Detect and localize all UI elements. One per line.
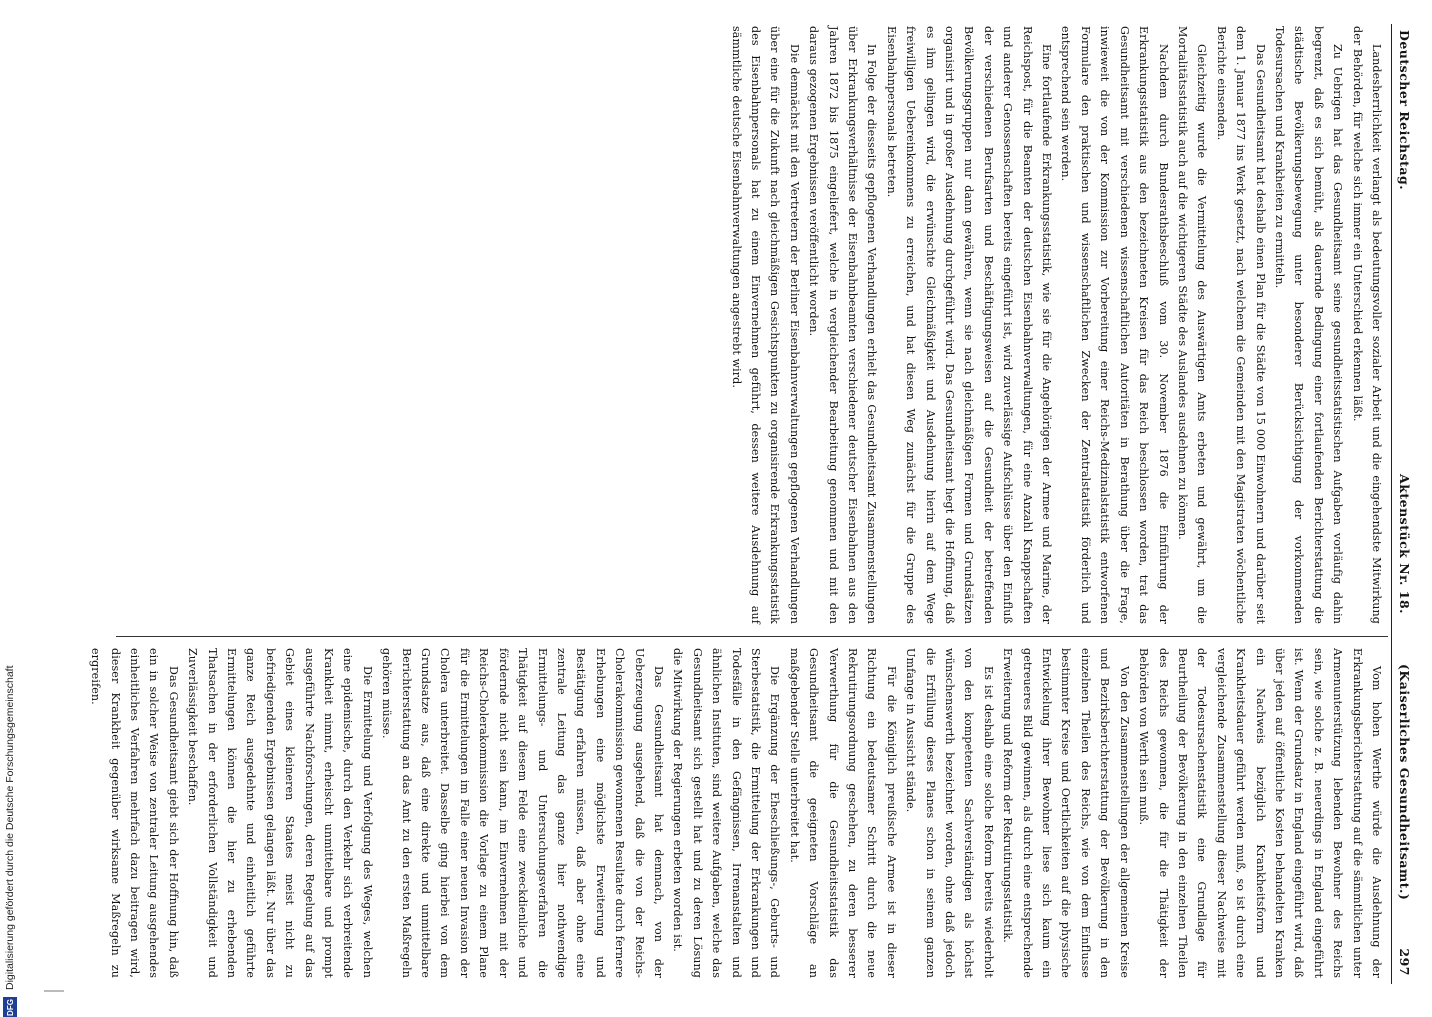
paragraph: Das Gesundheitsamt hat demnach, von der Ueberzeugung ausgehend, daß die von der Reichs-Cholerakommission gewonnenen Resultate durch fernere Erhebungen eine möglichste Erweiterung und Bestätigung erfahren müssen, daß aber ohne eine zentrale Leitung das ganze hier nothwendige Ermittelungs- und Untersuchungsverfahren die Thätigkeit auf diesem Felde eine zweckdienliche und fördernde nicht sein kann, im Einvernehmen mit der Reichs-Cholerakommission die Vorlage zu einem Plane für die Ermittelungen im Falle einer neuen Invasion der Cholera unterbreitet. Dasselbe ging hierbei von dem Grundsatze aus, daß eine direkte und unmittelbare Berichterstattung an das Amt zu den ersten Maßregeln gehören müsse. <box>380 648 665 978</box>
digitization-credit: Digitalisierung gefördert durch die Deutsche Forschungsgemeinschaft <box>4 665 16 990</box>
page-number: 297 <box>1397 948 1412 976</box>
running-title-left: Deutscher Reichstag. <box>1397 30 1412 191</box>
header-rule <box>1391 24 1392 984</box>
paragraph: Gleichzeitig wurde die Vermittelung des Auswärtigen Amts erbeten und gewährt, um die Mortalitätsstatistik auch auf die wichtigeren Städte des Auslandes ausdehnen zu können. <box>1175 26 1209 624</box>
running-title-center: Aktenstück Nr. 18. <box>1397 474 1412 615</box>
paragraph: Zu Uebrigen hat das Gesundheitsamt seine gesundheitsstatistischen Aufgaben vorläufig dahin begrenzt, daß es sich bemüht, als dauernde Bedingung einer fortlaufenden Berichterstattung die städtische Bevölkerungsbewegung unter besonderer Berücksichtigung der vorkommenden Todesursachen und Krankheiten zu ermitteln. <box>1272 26 1345 624</box>
text-column-left-page <box>89 648 1386 978</box>
paragraph: Das Gesundheitsamt giebt sich der Hoffnung hin, daß ein in solcher Weise von zentraler Leitung ausgehendes einheitliches Verfahren mehrfach dazu beitragen wird, dieser Krankheit gegenüber wirksame Maßregeln zu ergreifen. <box>89 648 180 978</box>
page-header <box>1392 24 1412 984</box>
rotated-page-content <box>89 24 1412 984</box>
paragraph: Landesherrlichkeit verlangt als bedeutungsvoller sozialer Arbeit und die eingehendste Mitwirkung der Behörden, für welche sich immer ein Unterschied erkennen läßt. <box>1350 26 1383 624</box>
text-column-right-page <box>116 26 1386 624</box>
paragraph: Die demnächst mit den Vertretern der Berliner Eisenbahnverwaltungen gepflogenen Verhandlungen über eine für die Zukunft nach gleichmäßigen Gesichtspunkten zu organisirende Erkrankungsstatistik des Eisenbahnpersonals hat zu einem Einvernehmen geführt, dessen weitere Ausdehnung auf sämmtliche deutsche Eisenbahnverwaltungen angestrebt wird. <box>729 26 801 624</box>
column-divider <box>116 636 1388 637</box>
paragraph: Vom hohen Werthe würde die Ausdehnung der Erkrankungsberichterstattung auf die sämmtlichen unter Armenunterstützung lebenden Bewohner des Reichs sein, wie solche z. B. neuerdings in England eingeführt ist. Wenn der Grundsatz in England eingeführt wird, daß über jeden auf öffentliche Kosten behandelten Kranken ein Nachweis bezüglich Krankheitsform und Krankheitsdauer geführt werden muß, so ist durch eine vergleichende Zusammenstellung dieser Nachweise mit der Todesursachenstatistik eine Grundlage für Beurtheilung der Bevölkerung in den einzelnen Theilen des Reichs gewonnen, die für die Thätigkeit der Behörden von Werth sein muß. <box>1137 648 1383 978</box>
paragraph: Das Gesundheitsamt hat deshalb einen Plan für die Städte von 15 000 Einwohnern und darüber seit dem 1. Januar 1877 ins Werk gesetzt, nach welchem die Gemeinden mit den Magistraten wöchentliche Berichte einsenden. <box>1214 26 1267 624</box>
paragraph: Nachdem durch Bundesrathsbeschluß vom 30. November 1876 die Einführung der Erkrankungsstatistik aus den bezeichneten Kreisen für das Reich beschlossen worden, trat das Gesundheitsamt mit verschiedenen wissenschaftlichen Autoritäten in Berathung über die Frage, inwieweit die von der Kommission zur Vorbereitung einer Reichs-Medizinalstatistik entworfenen Formulare den praktischen und wissenschaftlichen Zwecken der Zentralstatistik förderlich und entsprechend sein werden. <box>1059 26 1170 624</box>
paragraph: Für die Königlich preußische Armee ist in dieser Richtung ein bedeutsamer Schritt durch die neue Rekrutirungsordnung geschehen, zu deren besserer Verwerthung für die Gesundheitsstatistik das Gesundheitsamt die geeigneten Vorschläge an maßgebender Stelle unterbreitet hat. <box>787 648 898 978</box>
paragraph: In Folge der diesseits gepflogenen Verhandlungen erhielt das Gesundheitsamt Zusammenstellungen über Erkrankungsverhältnisse der Eisenbahnbeamten verschiedener deutscher Eisenbahnen aus den Jahren 1872 bis 1875 eingeliefert, welche in vergleichender Bearbeitung genommen und mit den daraus gezogenen Ergebnissen veröffentlicht worden. <box>807 26 879 624</box>
paragraph: Die Ermittelung und Verfolgung des Weges, welchen eine epidemische, durch den Verkehr sich verbreitende Krankheit nimmt, erheischt unmittelbare und prompt ausgeführte Nachforschungen, deren Regelung auf das Gebiet eines kleineren Staates meist nicht zu befriedigenden Ergebnissen gelangen läßt. Nur über das ganze Reich ausgedehnte und einheitlich geführte Ermittelungen können die hier zu erhebenden Thatsachen in der erforderlichen Vollständigkeit und Zuverlässigkeit beschaffen. <box>186 648 374 978</box>
paragraph: Eine fortlaufende Erkrankungsstatistik, wie sie für die Angehörigen der Armee und Marine, der Reichspost, für die Beamten der deutschen Eisenbahnverwaltungen, für eine Anzahl Knappschaften und anderer Genossenschaften bereits eingeführt ist, wird zuverlässige Aufschlüsse über den Einfluß der verschiedenen Berufsarten und Beschäftigungsweisen auf die Gesundheit der betreffenden Bevölkerungsgruppen nur dann gewähren, wenn sie nach gleichmäßigen Formen und Grundsätzen organisirt und in großer Ausdehnung durchgeführt wird. Das Gesundheitsamt hegt die Hoffnung, daß es ihm gelingen wird, die erwünschte Gleichmäßigkeit und Ausdehnung hierin auf dem Wege freiwilligen Uebereinkommens zu erreichen, und hat diesen Weg zunächst für die Gruppe des Eisenbahnpersonals betreten. <box>884 26 1054 624</box>
paragraph: Die Ergänzung der Eheschließungs-, Geburts- und Sterbestatistik, die Ermittelung der Erkrankungen und Todesfälle in den Gefängnissen, Irrenanstalten und ähnlichen Instituten, sind weitere Aufgaben, welche das Gesundheitsamt sich gestellt hat und zu deren Lösung die Mitwirkung der Regierungen erbeten worden ist. <box>671 648 782 978</box>
paragraph: Von den Zusammenstellungen der allgemeinen Kreise und Bezirksberichterstattung der Bevölkerung in den einzelnen Theilen des Reichs, wie von dem Einflusse bestimmter Kreise und Oertlichkeiten auf die physische Entwickelung ihrer Bewohner liese sich kaum ein getreueres Bild gewinnen, als durch eine entsprechende Erweiterung und Reform der Rekrutirungsstatistik. <box>1001 648 1131 978</box>
scan-edge-mark <box>44 990 64 992</box>
dfg-logo: DFG <box>3 997 17 1017</box>
paragraph: Es ist deshalb eine solche Reform bereits wiederholt von den kompetenten Sachverständigen als höchst wünschenswerth bezeichnet worden, ohne daß jedoch die Erfüllung dieses Planes schon in seinem ganzen Umfange in Aussicht stände. <box>904 648 995 978</box>
running-title-right: (Kaiserliches Gesundheitsamt.) <box>1397 664 1412 901</box>
